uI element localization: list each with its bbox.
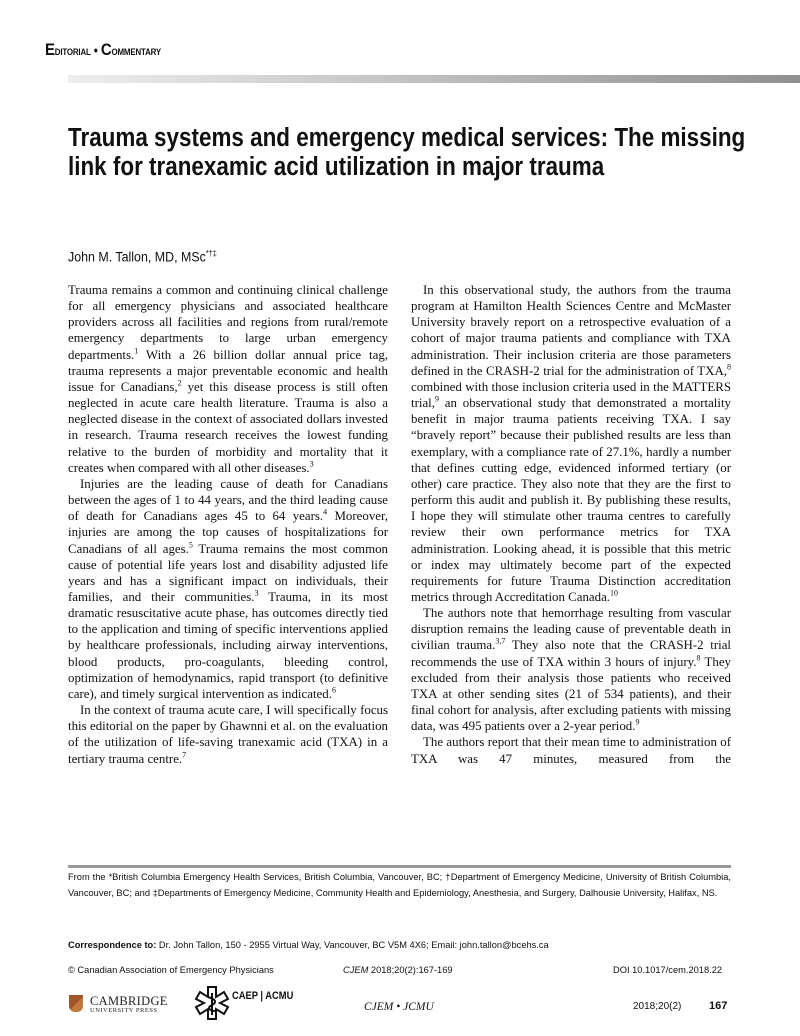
header-gradient-bar bbox=[68, 75, 800, 83]
reference-superscript: 3 bbox=[309, 459, 314, 469]
paragraph-text: Moreover, injuries are among the top causes of hospitalizations for Canadians of all ages. bbox=[68, 509, 388, 556]
paragraph-text: In this observational study, the authors from the trauma program at Hamilton Health Sciences Centre and McMaster University bravely report on a retrospective evaluation of a cohort of major trauma patients and compliance with TXA administration. Their inclusion criteria are those parameters defined in the CRASH-2 trial for the administration of TXA, bbox=[411, 283, 731, 378]
reference-superscript: 9 bbox=[434, 394, 439, 404]
citation bbox=[343, 965, 453, 975]
paragraph bbox=[68, 702, 388, 767]
reference-superscript: 1 bbox=[134, 346, 139, 356]
reference-superscript: 6 bbox=[331, 685, 336, 695]
author-name: John M. Tallon, MD, MSc bbox=[68, 249, 206, 265]
reference-superscript: 3 bbox=[254, 588, 259, 598]
paragraph-text: They also note that the CRASH-2 trial recommends the use of TXA within 3 hours of injury. bbox=[411, 638, 731, 669]
cambridge-logo bbox=[90, 995, 168, 1014]
section-text: ommentary bbox=[111, 43, 161, 58]
paragraph bbox=[411, 282, 731, 605]
cambridge-shield-icon bbox=[69, 995, 83, 1012]
section-text: ditorial bbox=[54, 43, 91, 58]
correspondence-text: Dr. John Tallon, 150 - 2955 Virtual Way, Vancouver, BC V5M 4X6; Email: john.tallon@bcehs.ca bbox=[156, 940, 549, 950]
reference-superscript: 8 bbox=[727, 362, 731, 372]
body-right-column bbox=[411, 282, 731, 767]
copyright: © Canadian Association of Emergency Physicians bbox=[68, 965, 274, 975]
paragraph-text: an observational study that demonstrated a mortality benefit in major trauma patients receiving TXA. I say “bravely report” because their published results are less than exemplary, with a compliance rate of 27.1%, hardly a number that defines cutting edge, evidenced informed tertiary (or other) care practice. They also note that they are the first to perform this audit and publish it. By publishing these results, I hope they will stimulate other trauma centres to carefully review their own performance metrics for TXA administration. Looking ahead, it is possible that this metric or index may ultimately become part of the expected requirements for future Trauma Distinction accreditation metrics through Accreditation Canada. bbox=[411, 396, 731, 604]
citation-text: 2018;20(2):167-169 bbox=[368, 965, 453, 975]
star-of-life-icon bbox=[194, 985, 230, 1021]
body-left-column bbox=[68, 282, 388, 767]
paragraph-text: The authors note that hemorrhage resulting from vascular disruption remains the leading cause of preventable death in civilian trauma. bbox=[411, 606, 731, 653]
citation-journal: CJEM bbox=[343, 965, 369, 975]
reference-superscript: 4 bbox=[323, 507, 328, 517]
article-title: Trauma systems and emergency medical services: The missing link for tranexamic acid utilization in major trauma bbox=[68, 124, 746, 181]
page-number: 167 bbox=[709, 1000, 728, 1012]
paragraph-text: Trauma remains a common and continuing clinical challenge for all emergency physicians and associated healthcare providers across all facilities and regions from rural/remote emergency departments to large urban emergency departments. bbox=[68, 283, 388, 362]
paragraph bbox=[68, 282, 388, 476]
affiliations: From the *British Columbia Emergency Health Services, British Columbia, Vancouver, BC; †Department of Emergency Medicine, University of British Columbia, Vancouver, BC; and ‡Departments of Emergency Medicine, Community Health and Epidemiology, Anesthesia, and Surgery, Dalhousie University, Halifax, NS. bbox=[68, 872, 731, 898]
caep-logo-text: CAEP | ACMU bbox=[232, 990, 294, 1002]
footer-rule bbox=[68, 865, 731, 868]
paragraph-text: The authors report that their mean time to administration of TXA was 47 minutes, measured from the bbox=[411, 735, 731, 766]
reference-superscript: 8 bbox=[696, 653, 701, 663]
section-initial: C bbox=[100, 40, 112, 59]
publisher-subtitle: UNIVERSITY PRESS bbox=[90, 1007, 158, 1014]
reference-superscript: 2 bbox=[177, 378, 182, 388]
reference-superscript: 10 bbox=[610, 588, 619, 598]
paragraph-text: yet this disease process is still often neglected in acute care health literature. Trauma is also a neglected disease in the context of associated dollars invested in research. Trauma research receives the lowest funding relative to the burden of morbidity and mortality that it creates when compared with all other diseases. bbox=[68, 379, 388, 475]
reference-superscript: 7 bbox=[182, 750, 187, 760]
doi: DOI 10.1017/cem.2018.22 bbox=[613, 965, 723, 975]
paragraph-text: Injuries are the leading cause of death for Canadians between the ages of 1 to 44 years, and the third leading cause of death for Canadians ages 45 to 64 years. bbox=[68, 476, 388, 524]
paragraph bbox=[68, 476, 388, 702]
publisher-name: CAMBRIDGE bbox=[90, 994, 168, 1008]
paragraph-text: Trauma remains the most common cause of potential life years lost and disability adjusted life years and has a significant impact on individuals, their families, and their communities. bbox=[68, 541, 388, 604]
reference-superscript: 9 bbox=[635, 717, 640, 727]
journal-name: CJEM • JCMU bbox=[364, 1001, 434, 1013]
section-label bbox=[45, 40, 161, 60]
correspondence-label: Correspondence to: bbox=[68, 940, 157, 950]
author-line bbox=[68, 249, 217, 265]
separator: • bbox=[90, 43, 101, 58]
author-affiliation-marks: *†‡ bbox=[205, 249, 217, 258]
paragraph bbox=[411, 605, 731, 734]
section-initial: E bbox=[45, 40, 55, 59]
volume-issue: 2018;20(2) bbox=[633, 1001, 682, 1012]
paragraph-text: They excluded from their analysis those patients who received TXA at other sending sites (21 of 534 patients), and their final cohort for analysis, after excluding patients with missing data, was 495 patients over a 2-year period. bbox=[411, 654, 731, 734]
reference-superscript: 5 bbox=[188, 540, 193, 550]
paragraph-text: combined with those inclusion criteria used in the MATTERS trial, bbox=[411, 379, 731, 411]
paragraph bbox=[411, 734, 731, 766]
paragraph-text: Trauma, in its most dramatic resuscitative acute phase, has outcomes directly tied to the application and timing of specific interventions applied by healthcare professionals, including airway interventions, blood products, pro-coagulants, bleeding control, optimization of hemodynamics, rapid transport (to definitive care), and timely surgical intervention as indicated. bbox=[68, 589, 388, 701]
correspondence bbox=[68, 937, 731, 953]
paragraph-text: In the context of trauma acute care, I will specifically focus this editorial on the paper by Ghawnni et al. on the evaluation of the utilization of life-saving tranexamic acid (TXA) in a tertiary trauma centre. bbox=[68, 703, 388, 766]
paragraph-text: With a 26 billion dollar annual price tag, trauma represents a major preventable economic and health issue for Canadians, bbox=[68, 347, 388, 394]
reference-superscript: 3,7 bbox=[495, 637, 506, 647]
